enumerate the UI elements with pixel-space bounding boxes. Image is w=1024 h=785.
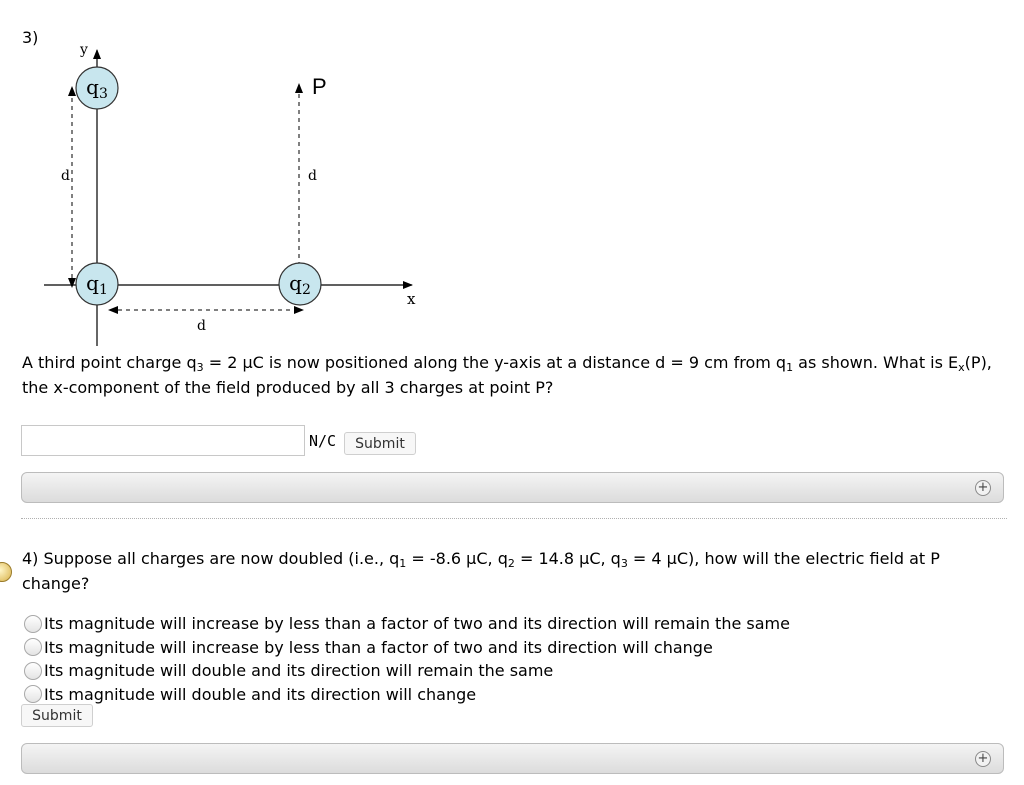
answer-input[interactable] — [21, 425, 305, 456]
q4-text-part: Suppose all charges are now doubled (i.e., q — [43, 549, 400, 568]
q1-subscript: 1 — [399, 557, 407, 570]
point-p-label: P — [312, 74, 327, 99]
q4-text-part: = 4 μC), how will the electric field at P change? — [22, 549, 940, 593]
q3-subscript: 3 — [196, 361, 204, 374]
x-axis-label: x — [407, 290, 416, 308]
option-label: Its magnitude will double and its direction will remain the same — [44, 661, 554, 681]
feedback-bar-q4[interactable] — [21, 743, 1004, 774]
distance-label-q1-q3: d — [61, 168, 70, 184]
submit-button-q3[interactable]: Submit — [344, 432, 416, 455]
option-label: Its magnitude will increase by less than a factor of two and its direction will change — [44, 637, 713, 657]
hint-icon[interactable] — [0, 562, 12, 582]
option-label: Its magnitude will double and its direction will change — [44, 684, 477, 704]
arrowhead-up — [68, 86, 76, 96]
q3-text-part: as shown. What is E — [793, 353, 959, 372]
feedback-bar-q3[interactable] — [21, 472, 1004, 503]
question-4-number: 4) — [22, 549, 39, 568]
arrowhead-right — [294, 306, 304, 314]
charge-q3-label: $q_3$ — [86, 75, 108, 102]
arrowhead-down — [68, 278, 76, 288]
submit-button-q4[interactable]: Submit — [21, 704, 93, 727]
x-subscript: x — [958, 361, 965, 374]
radio-button[interactable] — [24, 662, 42, 680]
charge-diagram — [40, 38, 440, 350]
q3-text-part: A third point charge q — [22, 353, 197, 372]
q4-text-part: = -8.6 μC, q — [406, 549, 508, 568]
question-4-text — [22, 546, 1002, 596]
option-4[interactable] — [24, 683, 790, 707]
option-2[interactable] — [24, 636, 790, 660]
radio-button[interactable] — [24, 638, 42, 656]
q2-subscript: 2 — [507, 557, 515, 570]
q1-subscript: 1 — [786, 361, 794, 374]
expand-plus-icon[interactable]: + — [975, 480, 991, 496]
section-divider — [21, 518, 1007, 519]
arrowhead-left — [108, 306, 118, 314]
distance-label-p: d — [308, 168, 317, 184]
question-3-number: 3) — [22, 28, 39, 47]
q4-text-part: = 14.8 μC, q — [514, 549, 621, 568]
question-3-text — [22, 350, 1012, 400]
option-3[interactable] — [24, 659, 790, 683]
charge-q2-label: $q_2$ — [289, 271, 311, 298]
distance-label-q1-q2: d — [197, 318, 206, 334]
expand-plus-icon[interactable]: + — [975, 751, 991, 767]
radio-button[interactable] — [24, 615, 42, 633]
charge-q1-label: $q_1$ — [86, 271, 108, 298]
q3-text-part: = 2 μC is now positioned along the y-axis at a distance d = 9 cm from q — [203, 353, 787, 372]
answer-options — [24, 612, 790, 706]
y-axis-label: y — [80, 42, 88, 58]
q3-text-part: (P), the x-component of the field produced by all 3 charges at point P? — [22, 353, 992, 397]
option-1[interactable] — [24, 612, 790, 636]
q3-subscript: 3 — [620, 557, 628, 570]
unit-label: N/C — [309, 432, 337, 450]
option-label: Its magnitude will increase by less than a factor of two and its direction will remain the same — [44, 614, 790, 634]
radio-button[interactable] — [24, 685, 42, 703]
